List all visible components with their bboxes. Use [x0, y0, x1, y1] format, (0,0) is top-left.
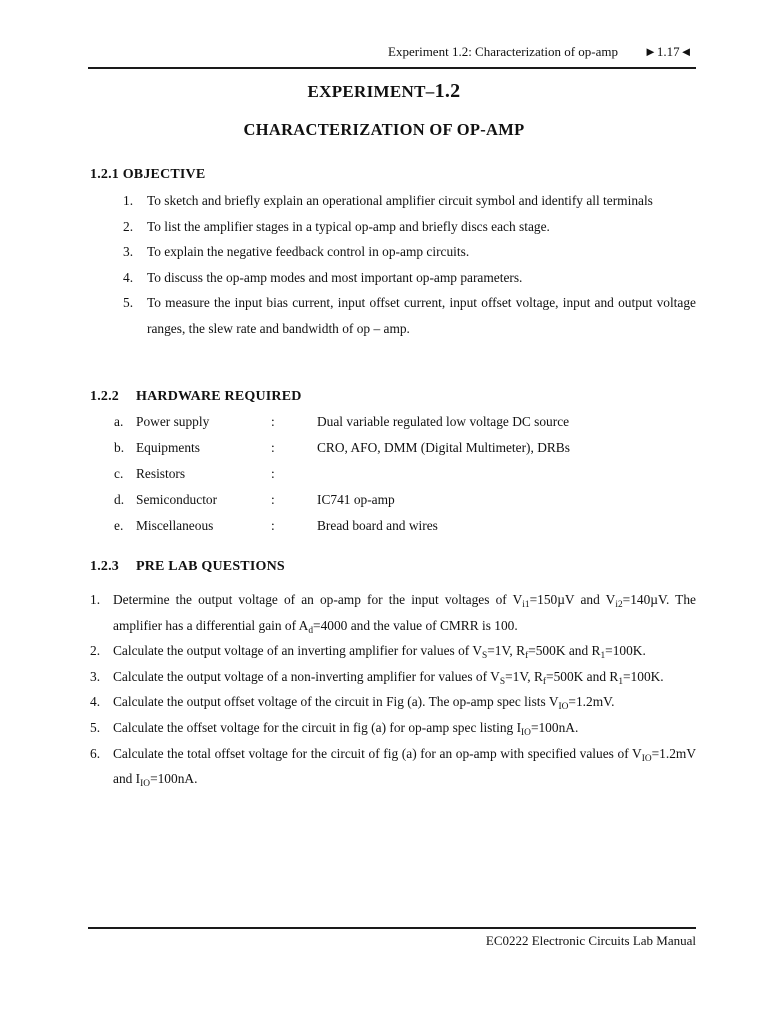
subscript: 1	[618, 676, 623, 687]
prelab-question-text: =4000 and the value of CMRR is 100.	[313, 617, 518, 633]
hardware-row	[90, 466, 696, 492]
subscript: i1	[522, 600, 530, 610]
subscript: IO	[521, 727, 531, 738]
objective-heading: 1.2.1 OBJECTIVE	[90, 167, 206, 182]
prelab-question-number: 3.	[90, 668, 101, 684]
objective-item	[90, 214, 696, 240]
hardware-row	[90, 492, 696, 518]
prelab-question-text: Calculate the output voltage of a non-inverting amplifier for values of V	[113, 668, 500, 684]
objective-item-number: 3.	[123, 244, 134, 260]
hardware-row-letter: b.	[114, 440, 125, 455]
hardware-row	[90, 414, 696, 440]
prelab-question	[90, 664, 696, 690]
prelab-heading-number: 1.2.3	[90, 559, 119, 574]
prelab-question	[90, 715, 696, 741]
hardware-row-separator: :	[271, 466, 275, 481]
objective-item	[90, 239, 696, 265]
prelab-question-text: =1.2mV and I	[113, 745, 696, 787]
subscript: i2	[615, 600, 623, 610]
hardware-row-item: Semiconductor	[136, 492, 218, 507]
objective-item	[90, 290, 696, 341]
subscript: IO	[140, 779, 151, 790]
prelab-question-text: =1.2mV.	[568, 694, 615, 710]
objective-item-text: To measure the input bias current, input offset current, input offset voltage, input and output voltage ranges, the slew rate and bandwidth of op – amp.	[147, 295, 696, 336]
hardware-row-letter: c.	[114, 466, 124, 481]
objective-item-text: To discuss the op-amp modes and most important op-amp parameters.	[147, 269, 523, 285]
prelab-question-text: =100nA.	[530, 719, 579, 735]
hardware-row-separator: :	[271, 440, 275, 455]
hardware-row	[90, 518, 696, 544]
prelab-question-text: =1V, R	[505, 668, 543, 684]
prelab-question	[90, 689, 696, 715]
hardware-row-separator: :	[271, 518, 275, 533]
prelab-question-text: =140µV. The amplifier has a differential gain of A	[113, 592, 696, 633]
objective-item-number: 1.	[123, 193, 134, 208]
hardware-heading	[90, 389, 302, 405]
prelab-question	[90, 587, 696, 638]
hardware-row-letter: e.	[114, 518, 124, 533]
objective-item-number: 2.	[123, 218, 134, 234]
footer-text: EC0222 Electronic Circuits Lab Manual	[485, 933, 696, 948]
hardware-row-value: Bread board and wires	[317, 518, 438, 533]
prelab-question-text: Calculate the output offset voltage of the circuit in Fig (a). The op-amp spec lists V	[113, 694, 559, 710]
prelab-question-number: 2.	[90, 643, 101, 659]
header-rule	[88, 67, 696, 69]
prelab-question-text: =100K.	[605, 643, 646, 659]
objective-item	[90, 265, 696, 291]
prelab-question-text: =500K and R	[528, 643, 601, 659]
prelab-question-text: Calculate the total offset voltage for the circuit of fig (a) for an op-amp with specified values of V	[113, 745, 642, 761]
hardware-row	[90, 440, 696, 466]
hardware-row-item: Miscellaneous	[136, 518, 214, 533]
hardware-row-separator: :	[271, 414, 275, 429]
prelab-question-text: Determine the output voltage of an op-amp for the input voltages of V	[113, 592, 523, 607]
prelab-heading-text: PRE LAB QUESTIONS	[136, 559, 285, 574]
prelab-question-number: 4.	[90, 694, 101, 710]
objective-item	[90, 188, 696, 214]
hardware-row-value: IC741 op-amp	[317, 492, 395, 507]
hardware-heading-text: HARDWARE REQUIRED	[136, 389, 302, 404]
hardware-row-item: Resistors	[136, 466, 186, 481]
prelab-question-text: =500K and R	[546, 668, 619, 684]
subscript: S	[482, 651, 488, 662]
hardware-row-item: Power supply	[136, 414, 210, 429]
experiment-label: EXPERIMENT–	[307, 82, 435, 101]
hardware-row-separator: :	[271, 492, 275, 507]
prelab-heading	[90, 559, 285, 575]
hardware-row-letter: a.	[114, 414, 124, 429]
prelab-list	[90, 587, 696, 792]
prelab-question-text: =100nA.	[150, 771, 198, 787]
objective-item-number: 5.	[123, 295, 134, 311]
prelab-question-text: =100K.	[623, 668, 664, 684]
subscript: f	[525, 651, 529, 662]
experiment-subtitle: CHARACTERIZATION OF OP-AMP	[243, 120, 525, 139]
hardware-row-letter: d.	[114, 492, 125, 507]
footer-rule	[88, 927, 696, 929]
experiment-number: 1.2	[434, 80, 461, 102]
experiment-title	[0, 80, 768, 103]
hardware-row-value: Dual variable regulated low voltage DC source	[317, 414, 570, 429]
running-header-title: Experiment 1.2: Characterization of op-amp	[388, 44, 618, 59]
hardware-row-item: Equipments	[136, 440, 200, 455]
page-number: ►1.17◄	[644, 44, 693, 59]
prelab-question-number: 5.	[90, 719, 101, 735]
objective-item-text: To explain the negative feedback control in op-amp circuits.	[147, 244, 470, 260]
subscript: f	[542, 676, 547, 687]
prelab-question-text: Calculate the offset voltage for the circuit in fig (a) for op-amp spec listing I	[113, 719, 522, 735]
subscript: 1	[600, 651, 606, 662]
prelab-question-text: =150µV and V	[529, 592, 616, 607]
subscript: S	[499, 676, 506, 687]
prelab-question-number: 1.	[90, 592, 101, 607]
prelab-question	[90, 638, 696, 664]
subscript: IO	[558, 702, 569, 713]
hardware-heading-number: 1.2.2	[90, 389, 119, 404]
prelab-question-text: Calculate the output voltage of an inverting amplifier for values of V	[113, 643, 483, 659]
hardware-row-value: CRO, AFO, DMM (Digital Multimeter), DRBs	[317, 440, 570, 455]
objective-item-text: To list the amplifier stages in a typical op-amp and briefly discs each stage.	[147, 218, 550, 234]
prelab-question-number: 6.	[90, 745, 101, 761]
objective-item-number: 4.	[123, 269, 134, 285]
subscript: d	[308, 625, 314, 636]
objective-list	[90, 188, 696, 342]
objective-item-text: To sketch and briefly explain an operational amplifier circuit symbol and identify all terminals	[147, 193, 653, 208]
prelab-question	[90, 741, 696, 792]
subscript: IO	[641, 753, 652, 764]
prelab-question-text: =1V, R	[487, 643, 526, 659]
